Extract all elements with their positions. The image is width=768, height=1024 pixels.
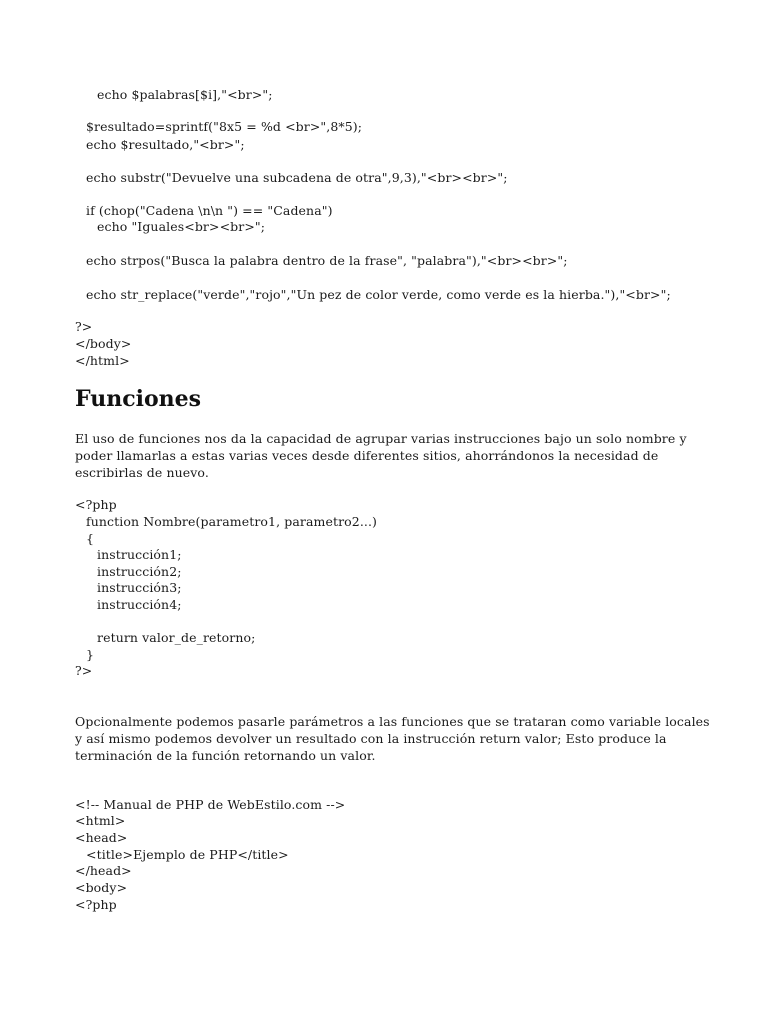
code-line: echo str_replace("verde","rojo","Un pez de color verde, como verde es la hierba."),"<br>"; <box>86 287 671 302</box>
paragraph-line: Opcionalmente podemos pasarle parámetros a las funciones que se trataran como variable locales <box>75 714 710 729</box>
code-line: instrucción2; <box>97 564 182 579</box>
paragraph-line: escribirlas de nuevo. <box>75 465 209 480</box>
code-line: { <box>86 531 95 546</box>
code-line: echo strpos("Busca la palabra dentro de la frase", "palabra"),"<br><br>"; <box>86 253 568 268</box>
code-line: echo substr("Devuelve una subcadena de otra",9,3),"<br><br>"; <box>86 170 508 185</box>
code-line: <head> <box>75 830 128 845</box>
code-line: function Nombre(parametro1, parametro2...) <box>86 514 378 529</box>
code-line: if (chop("Cadena \n\n ") == "Cadena") <box>86 203 333 218</box>
code-line: <body> <box>75 880 128 895</box>
code-line: return valor_de_retorno; <box>97 630 256 645</box>
paragraph-line: terminación de la función retornando un valor. <box>75 748 376 763</box>
code-line: instrucción1; <box>97 547 182 562</box>
code-line: </html> <box>75 353 130 368</box>
code-line: } <box>86 647 95 662</box>
paragraph-line: El uso de funciones nos da la capacidad de agrupar varias instrucciones bajo un solo nombre y <box>75 431 687 446</box>
section-heading: Funciones <box>75 386 202 412</box>
code-line: <?php <box>75 497 117 512</box>
code-line: ?> <box>75 663 93 678</box>
code-line: </head> <box>75 863 132 878</box>
code-line: instrucción4; <box>97 597 182 612</box>
code-line: <!-- Manual de PHP de WebEstilo.com --> <box>75 797 346 812</box>
paragraph-line: poder llamarlas a estas varias veces desde diferentes sitios, ahorrándonos la necesidad de <box>75 448 659 463</box>
paragraph-line: y así mismo podemos devolver un resultado con la instrucción return valor; Esto produce la <box>75 731 667 746</box>
code-line: <?php <box>75 897 117 912</box>
code-line: echo $resultado,"<br>"; <box>86 137 245 152</box>
code-line: <html> <box>75 813 126 828</box>
code-line: echo "Iguales<br><br>"; <box>97 219 266 234</box>
code-line: $resultado=sprintf("8x5 = %d <br>",8*5); <box>86 119 363 134</box>
code-line: </body> <box>75 336 132 351</box>
code-line: ?> <box>75 319 93 334</box>
code-line: <title>Ejemplo de PHP</title> <box>86 847 289 862</box>
code-line: echo $palabras[$i],"<br>"; <box>97 87 273 102</box>
code-line: instrucción3; <box>97 580 182 595</box>
